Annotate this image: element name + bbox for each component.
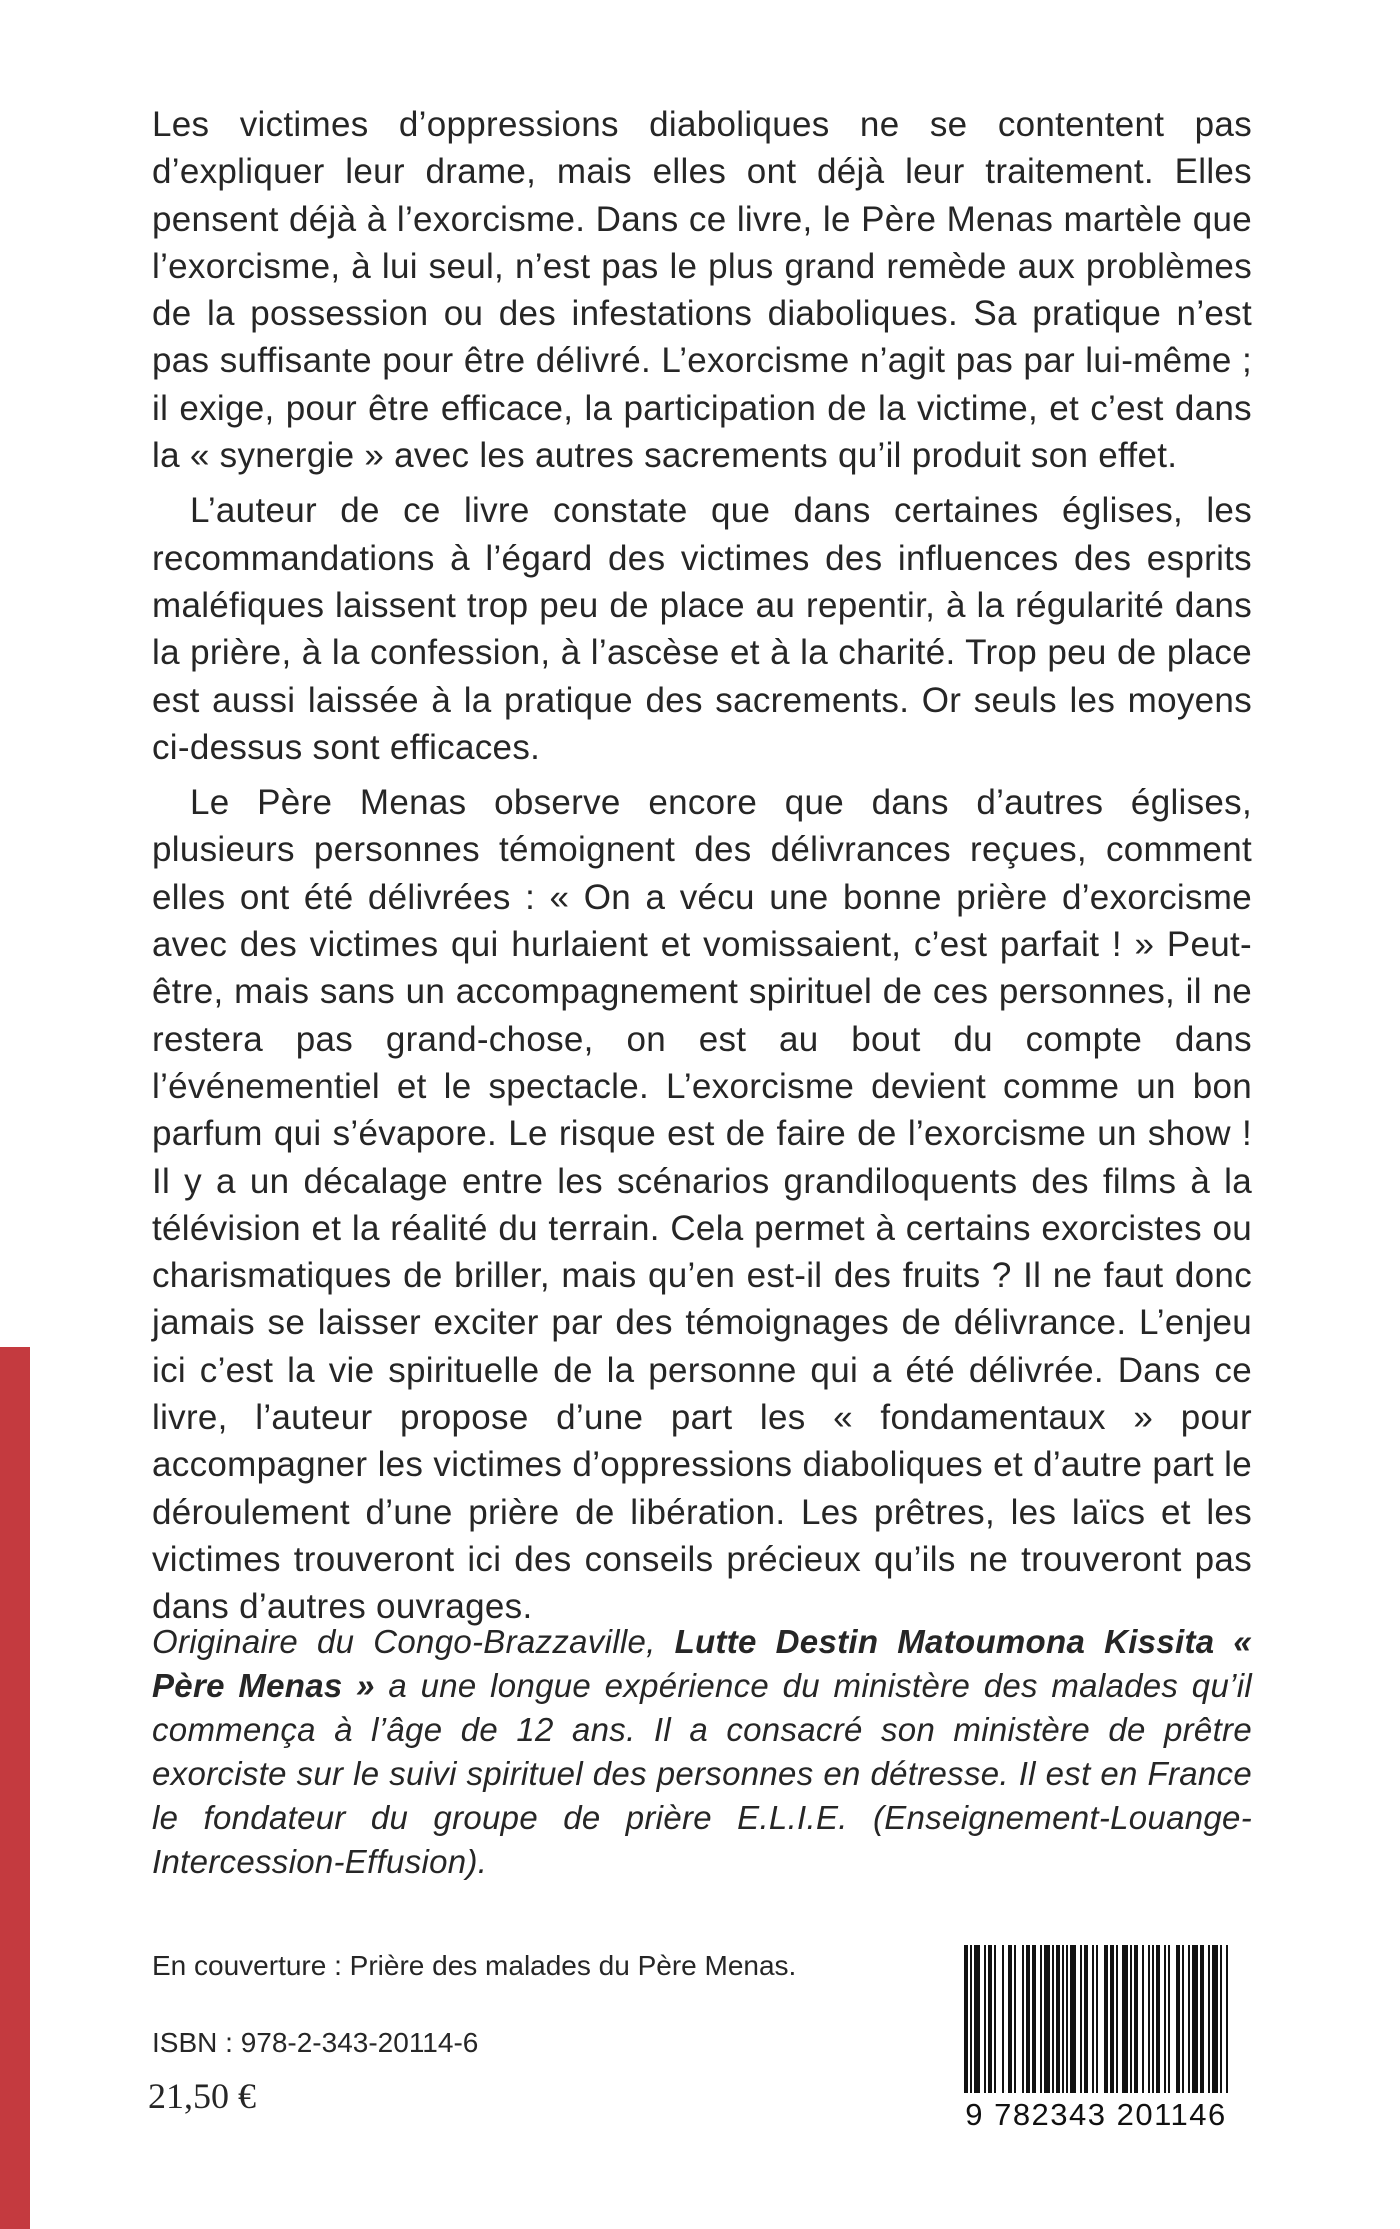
barcode-bar-39 (1200, 1945, 1204, 2093)
blurb-text (152, 101, 1252, 1631)
barcode-bar-25 (1116, 1945, 1118, 2093)
barcode-bar-36 (1182, 1945, 1184, 2093)
price: 21,50 € (148, 2076, 256, 2116)
author-name: Lutte Destin Matoumona Kissita « Père Menas » (152, 1623, 1252, 1704)
barcode-bar-27 (1130, 1945, 1132, 2093)
barcode-bar-37 (1188, 1945, 1190, 2093)
author-bio-rest: a une longue expérience du ministère des malades qu’il commença à l’âge de 12 ans. Il a consacré son ministère de prêtre exorciste sur le suivi spirituel des personnes en détresse. Il est en France le fondateur du groupe de prière E.L.I.E. (Enseignement-Louange-Intercession-Effusion). (152, 1667, 1252, 1880)
barcode-bar-3 (984, 1945, 986, 2093)
barcode-bar-30 (1148, 1945, 1150, 2093)
barcode-bar-12 (1040, 1945, 1042, 2093)
barcode-bar-15 (1056, 1945, 1060, 2093)
barcode-bar-31 (1152, 1945, 1154, 2093)
barcode-bar-6 (1002, 1945, 1004, 2093)
author-bio (152, 1620, 1252, 1884)
barcode-bar-35 (1176, 1945, 1180, 2093)
barcode-bar-14 (1052, 1945, 1054, 2093)
barcode-bar-32 (1156, 1945, 1160, 2093)
barcode-bar-0 (964, 1945, 968, 2093)
barcode-bar-20 (1084, 1945, 1088, 2093)
barcode-bar-2 (974, 1945, 980, 2093)
barcode-bar-34 (1168, 1945, 1170, 2093)
barcode (950, 1937, 1242, 2137)
blurb-paragraph-3: Le Père Menas observe encore que dans d’autres églises, plusieurs personnes témoignent des délivrances reçues, comment elles ont été délivrées : « On a vécu une bonne prière d’exorcisme avec des victimes qui hurlaient et vomissaient, c’est parfait ! » Peut-être, mais sans un accompagnement spirituel de ces personnes, il ne restera pas grand-chose, on est au bout du compte dans l’événementiel et le spectacle. L’exorcisme devient comme un bon parfum qui s’évapore. Le risque est de faire de l’exorcisme un show ! Il y a un décalage entre les scénarios grandiloquents des films à la télévision et la réalité du terrain. Cela permet à certains exorcistes ou charismatiques de briller, mais qu’en est-il des fruits ? Il ne faut donc jamais se laisser exciter par des témoignages de délivrance. L’enjeu ici c’est la vie spirituelle de la personne qui a été délivrée. Dans ce livre, l’auteur propose d’une part les « fondamentaux » pour accompagner les victimes d’oppressions diaboliques et d’autre part le déroulement d’une prière de libération. Les prêtres, les laïcs et les victimes trouveront ici des conseils précieux qu’ils ne trouveront pas dans d’autres ouvrages. (152, 783, 1252, 1627)
barcode-bar-26 (1122, 1945, 1128, 2093)
barcode-bar-38 (1192, 1945, 1198, 2093)
barcode-bar-1 (970, 1945, 972, 2093)
red-accent-band (0, 1347, 30, 2229)
barcode-bar-28 (1134, 1945, 1138, 2093)
barcode-bar-19 (1080, 1945, 1082, 2093)
barcode-bar-40 (1208, 1945, 1210, 2093)
cover-credit: En couverture : Prière des malades du Père Menas. (152, 1950, 797, 1981)
barcode-bar-21 (1092, 1945, 1094, 2093)
barcode-bar-29 (1142, 1945, 1144, 2093)
barcode-bar-13 (1044, 1945, 1050, 2093)
barcode-bar-8 (1014, 1945, 1016, 2093)
barcode-bar-24 (1110, 1945, 1114, 2093)
barcode-bar-43 (1226, 1945, 1228, 2093)
barcode-bar-22 (1096, 1945, 1098, 2093)
barcode-bar-33 (1164, 1945, 1166, 2093)
barcode-bar-23 (1104, 1945, 1108, 2093)
barcode-bar-4 (988, 1945, 992, 2093)
barcode-bar-5 (994, 1945, 996, 2093)
author-bio-intro: Originaire du Congo-Brazzaville, (152, 1623, 675, 1660)
blurb-paragraph-2: L’auteur de ce livre constate que dans certaines églises, les recommandations à l’égard des victimes des influences des esprits maléfiques laissent trop peu de place au repentir, à la régularité dans la prière, à la confession, à l’ascèse et à la charité. Trop peu de place est aussi laissée à la pratique des sacrements. Or seuls les moyens ci-dessus sont efficaces. (152, 491, 1252, 767)
barcode-bar-10 (1026, 1945, 1030, 2093)
barcode-bar-41 (1212, 1945, 1218, 2093)
barcode-bar-16 (1062, 1945, 1064, 2093)
barcode-bar-17 (1066, 1945, 1068, 2093)
barcode-bar-7 (1008, 1945, 1012, 2093)
barcode-digits: 9 782343 201146 (965, 2097, 1227, 2132)
barcode-bar-9 (1022, 1945, 1024, 2093)
blurb-paragraph-1: Les victimes d’oppressions diaboliques ne se contentent pas d’expliquer leur drame, mais elles ont déjà leur traitement. Elles pensent déjà à l’exorcisme. Dans ce livre, le Père Menas martèle que l’exorcisme, à lui seul, n’est pas le plus grand remède aux problèmes de la possession ou des infestations diaboliques. Sa pratique n’est pas suffisante pour être délivré. L’exorcisme n’agit pas par lui-même ; il exige, pour être efficace, la participation de la victime, et c’est dans la « synergie » avec les autres sacrements qu’il produit son effet. (152, 105, 1252, 476)
isbn: ISBN : 978-2-343-20114-6 (152, 2027, 479, 2058)
barcode-bar-11 (1032, 1945, 1036, 2093)
barcode-bar-18 (1070, 1945, 1076, 2093)
barcode-bar-42 (1220, 1945, 1222, 2093)
